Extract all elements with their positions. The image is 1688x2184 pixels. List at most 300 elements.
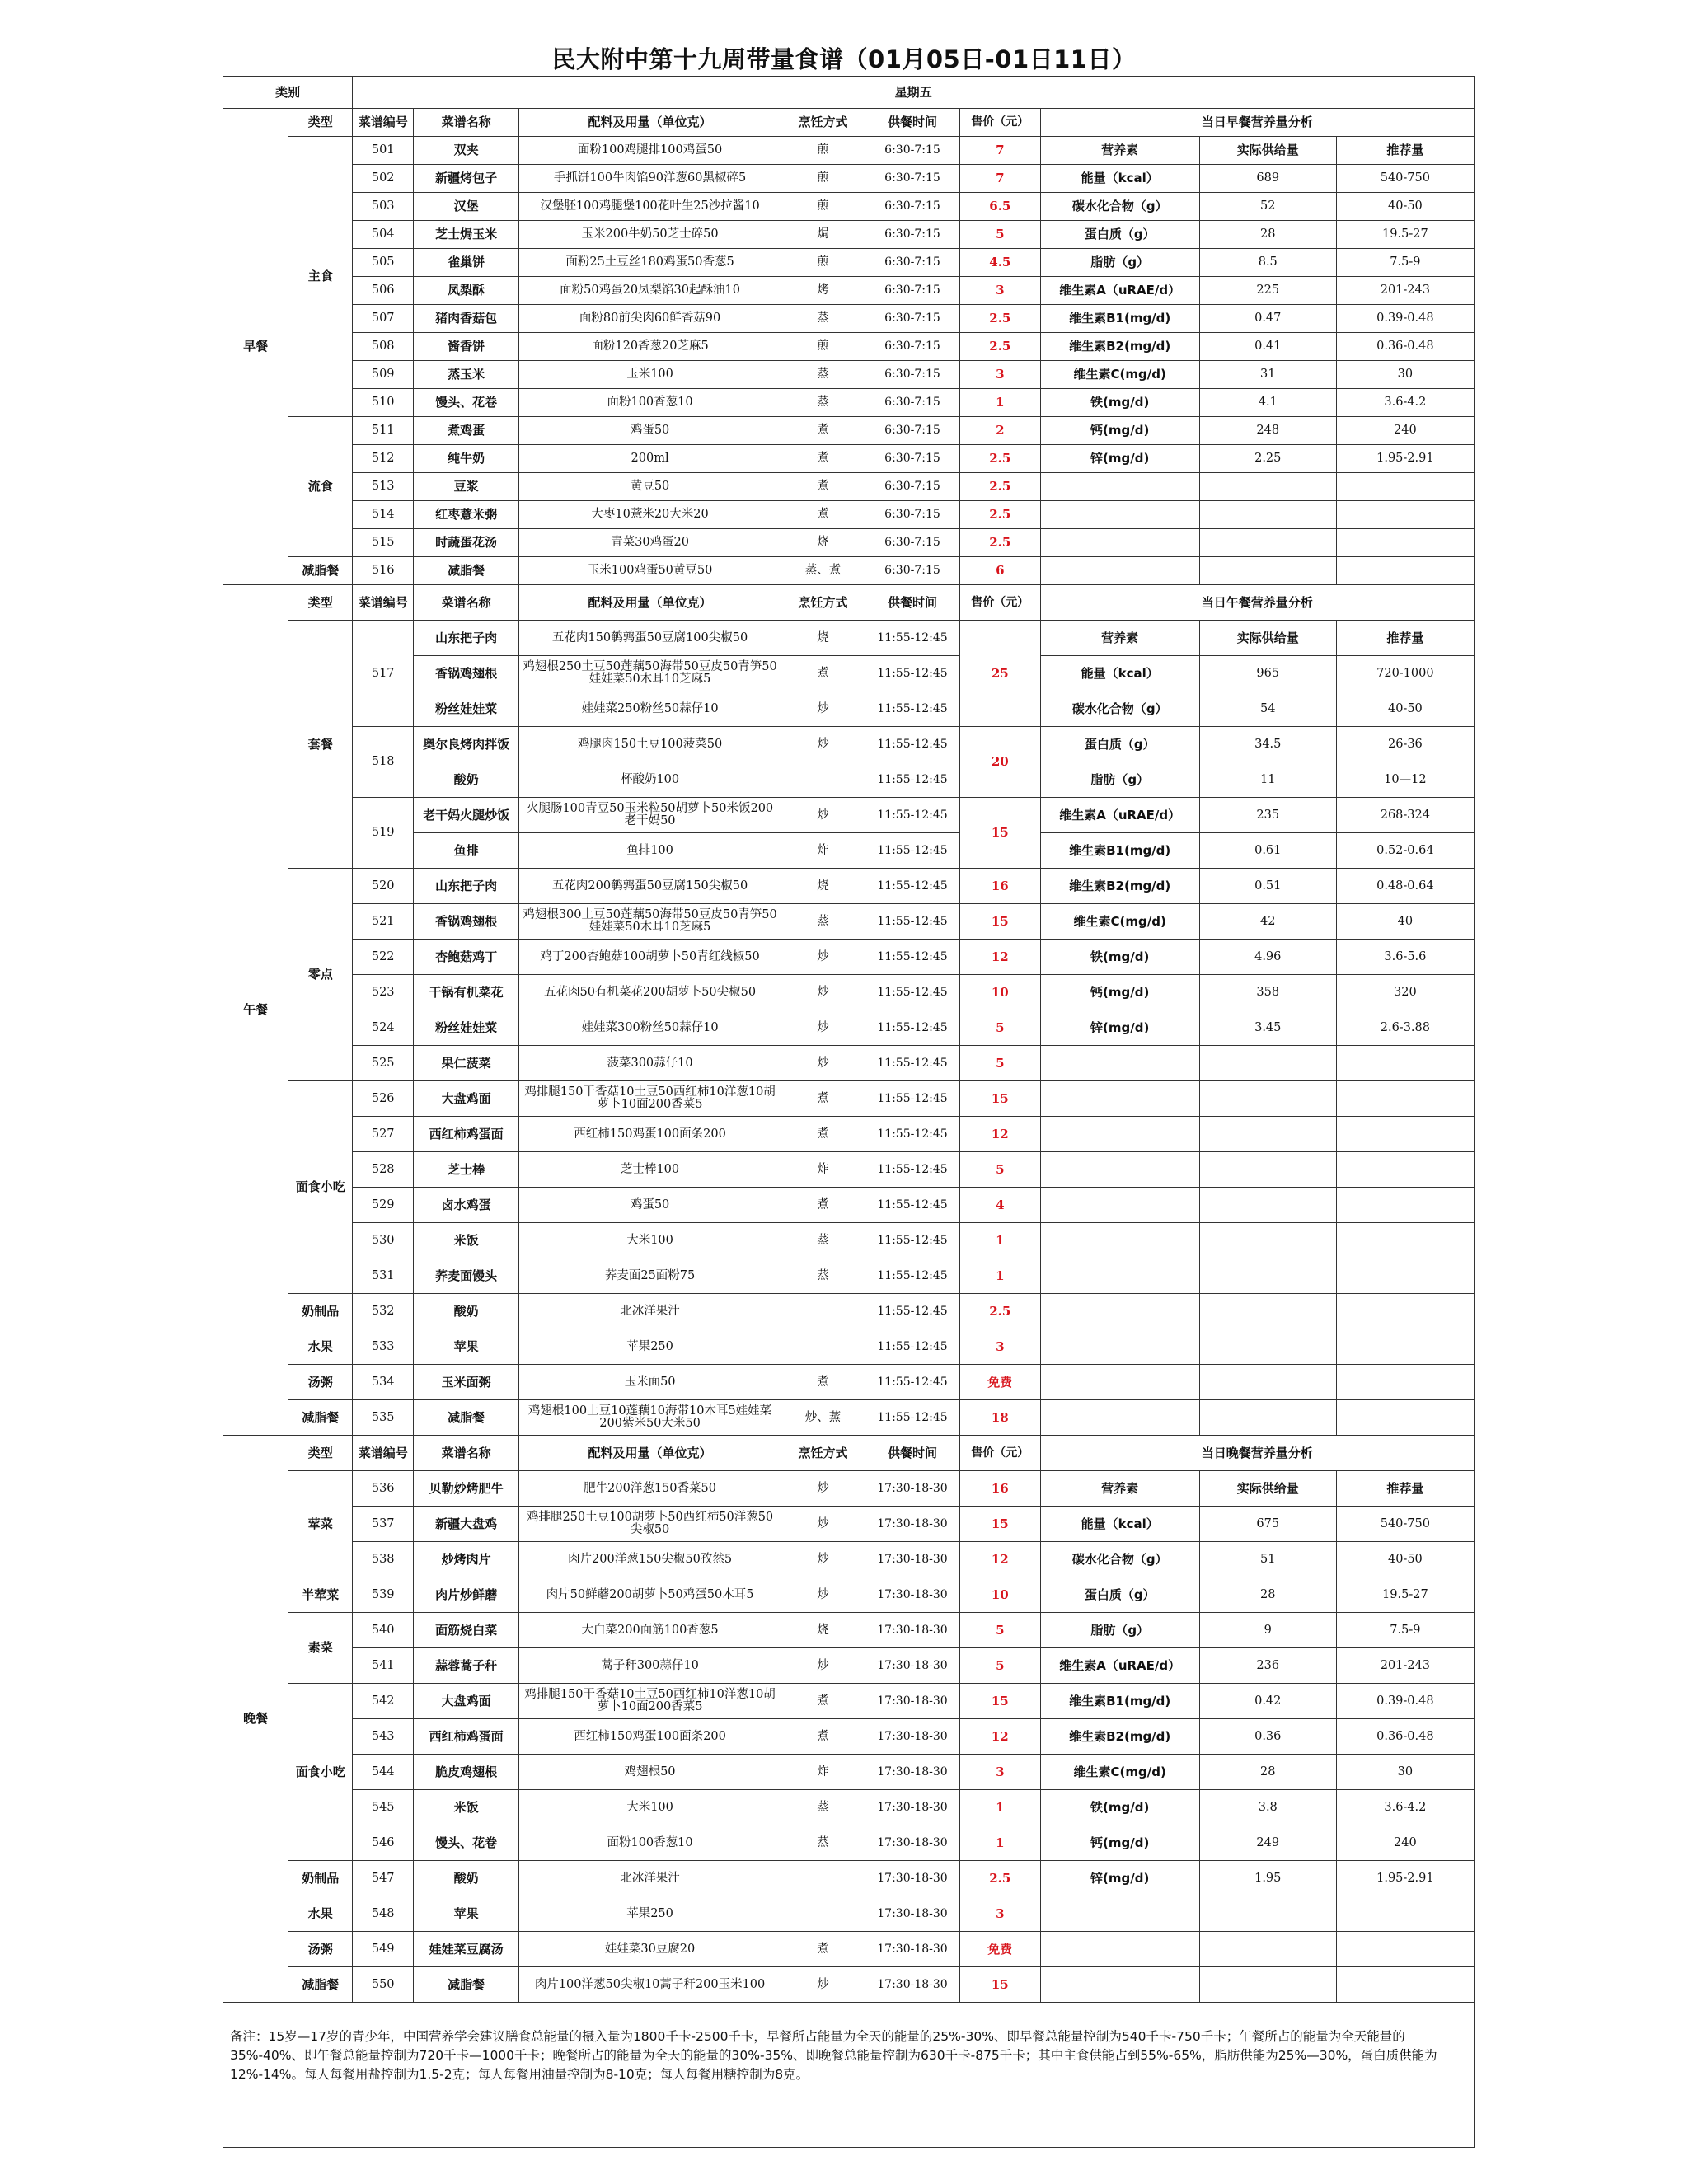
actual-header: 实际供给量 <box>1199 621 1336 656</box>
table-cell <box>1199 501 1336 529</box>
nutrient-recommended: 1.95-2.91 <box>1336 445 1474 473</box>
dish-ingredients: 五花肉150鹌鹑蛋50豆腐100尖椒50 <box>519 621 781 656</box>
nutrient-recommended: 240 <box>1336 417 1474 445</box>
meal-label-breakfast: 早餐 <box>223 109 288 585</box>
dish-price: 5 <box>959 221 1040 249</box>
dish-price: 3 <box>959 277 1040 305</box>
table-cell <box>1336 1294 1474 1329</box>
table-cell <box>1199 1046 1336 1081</box>
col-header-method: 烹饪方式 <box>781 585 865 621</box>
dish-name: 苹果 <box>414 1329 519 1365</box>
dish-time: 6:30-7:15 <box>865 305 959 333</box>
dish-code: 534 <box>353 1365 414 1400</box>
dish-price: 2.5 <box>959 1861 1040 1896</box>
nutrient-name: 脂肪（g） <box>1040 1613 1199 1648</box>
nutrient-name: 维生素B2(mg/d) <box>1040 869 1199 904</box>
dish-name: 西红柿鸡蛋面 <box>414 1117 519 1152</box>
dish-price: 18 <box>959 1400 1040 1436</box>
table-row <box>223 869 1475 904</box>
nutrient-recommended: 0.48-0.64 <box>1336 869 1474 904</box>
recommended-header: 推荐量 <box>1336 1471 1474 1507</box>
dish-price: 2.5 <box>959 473 1040 501</box>
nutrient-name: 碳水化合物（g） <box>1040 193 1199 221</box>
table-row <box>223 2003 1475 2148</box>
group-label: 汤粥 <box>288 1932 353 1967</box>
dish-name: 酸奶 <box>414 1294 519 1329</box>
table-row <box>223 1152 1475 1188</box>
dish-method: 烧 <box>781 869 865 904</box>
dish-ingredients: 汉堡胚100鸡腿堡100花叶生25沙拉酱10 <box>519 193 781 221</box>
dish-method: 炒 <box>781 1010 865 1046</box>
group-label: 零点 <box>288 869 353 1081</box>
table-row <box>223 333 1475 361</box>
dish-name: 减脂餐 <box>414 557 519 585</box>
dish-ingredients: 大米100 <box>519 1223 781 1258</box>
table-row <box>223 1436 1475 1471</box>
nutrient-recommended: 540-750 <box>1336 1507 1474 1542</box>
dish-time: 6:30-7:15 <box>865 277 959 305</box>
dish-price: 20 <box>959 727 1040 798</box>
dish-name: 脆皮鸡翅根 <box>414 1755 519 1790</box>
nutrient-actual: 675 <box>1199 1507 1336 1542</box>
dish-code: 549 <box>353 1932 414 1967</box>
table-cell <box>1199 1117 1336 1152</box>
dish-name: 时蔬蛋花汤 <box>414 529 519 557</box>
dish-method: 蒸 <box>781 1790 865 1825</box>
group-label: 主食 <box>288 137 353 417</box>
dish-method <box>781 1294 865 1329</box>
table-row <box>223 1223 1475 1258</box>
nutrient-actual: 11 <box>1199 762 1336 798</box>
dish-method <box>781 1329 865 1365</box>
dish-ingredients: 芝士棒100 <box>519 1152 781 1188</box>
dish-time: 17:30-18-30 <box>865 1790 959 1825</box>
table-row <box>223 249 1475 277</box>
dish-ingredients: 鸡翅根100土豆10莲藕10海带10木耳5娃娃菜200紫米50大米50 <box>519 1400 781 1436</box>
dish-name: 蒸玉米 <box>414 361 519 389</box>
col-header-time: 供餐时间 <box>865 1436 959 1471</box>
dish-time: 11:55-12:45 <box>865 1294 959 1329</box>
table-row <box>223 277 1475 305</box>
nutrient-name: 铁(mg/d) <box>1040 940 1199 975</box>
dish-time: 17:30-18-30 <box>865 1861 959 1896</box>
dish-code: 545 <box>353 1790 414 1825</box>
table-row <box>223 798 1475 833</box>
recommended-header: 推荐量 <box>1336 621 1474 656</box>
dish-time: 6:30-7:15 <box>865 249 959 277</box>
dish-method: 煮 <box>781 1188 865 1223</box>
dish-time: 6:30-7:15 <box>865 417 959 445</box>
dish-ingredients: 青菜30鸡蛋20 <box>519 529 781 557</box>
dish-price: 3 <box>959 361 1040 389</box>
dish-code: 510 <box>353 389 414 417</box>
table-cell <box>1040 1896 1199 1932</box>
dish-price: 5 <box>959 1613 1040 1648</box>
dish-time: 11:55-12:45 <box>865 1329 959 1365</box>
nutrient-name: 维生素B2(mg/d) <box>1040 333 1199 361</box>
dish-time: 6:30-7:15 <box>865 473 959 501</box>
nutrient-name: 铁(mg/d) <box>1040 389 1199 417</box>
nutrient-actual: 2.25 <box>1199 445 1336 473</box>
table-row <box>223 109 1475 137</box>
dish-price: 16 <box>959 1471 1040 1507</box>
dish-code: 550 <box>353 1967 414 2003</box>
dish-method: 炒 <box>781 1046 865 1081</box>
table-row <box>223 1932 1475 1967</box>
nutrient-recommended: 40-50 <box>1336 1542 1474 1577</box>
nutrient-actual: 54 <box>1199 691 1336 727</box>
dish-method: 烧 <box>781 529 865 557</box>
dish-name: 减脂餐 <box>414 1400 519 1436</box>
group-label: 半荤菜 <box>288 1577 353 1613</box>
dish-name: 粉丝娃娃菜 <box>414 691 519 727</box>
dish-price: 1 <box>959 1825 1040 1861</box>
table-row <box>223 1188 1475 1223</box>
table-cell <box>1040 1329 1199 1365</box>
dish-name: 纯牛奶 <box>414 445 519 473</box>
table-row <box>223 1648 1475 1684</box>
dish-ingredients: 玉米100 <box>519 361 781 389</box>
dish-time: 17:30-18-30 <box>865 1507 959 1542</box>
dish-method <box>781 1896 865 1932</box>
dish-time: 17:30-18-30 <box>865 1896 959 1932</box>
dish-time: 17:30-18-30 <box>865 1932 959 1967</box>
dish-ingredients: 鸡腿肉150土豆100菠菜50 <box>519 727 781 762</box>
table-row <box>223 445 1475 473</box>
dish-price: 4.5 <box>959 249 1040 277</box>
dish-code: 506 <box>353 277 414 305</box>
dish-name: 新疆大盘鸡 <box>414 1507 519 1542</box>
dish-code: 526 <box>353 1081 414 1117</box>
group-label: 奶制品 <box>288 1861 353 1896</box>
dish-code: 527 <box>353 1117 414 1152</box>
dish-ingredients: 玉米100鸡蛋50黄豆50 <box>519 557 781 585</box>
dish-name: 面筋烧白菜 <box>414 1613 519 1648</box>
dish-time: 17:30-18-30 <box>865 1648 959 1684</box>
table-cell <box>1336 557 1474 585</box>
dish-ingredients: 鸡翅根300土豆50莲藕50海带50豆皮50青笋50娃娃菜50木耳10芝麻5 <box>519 904 781 940</box>
dish-ingredients: 玉米面50 <box>519 1365 781 1400</box>
col-header-ingredients: 配料及用量（单位克） <box>519 585 781 621</box>
table-cell <box>1199 1258 1336 1294</box>
nutrient-recommended: 10—12 <box>1336 762 1474 798</box>
dish-price: 15 <box>959 798 1040 869</box>
table-cell <box>1336 1400 1474 1436</box>
col-header-code: 菜谱编号 <box>353 1436 414 1471</box>
dish-time: 11:55-12:45 <box>865 904 959 940</box>
table-row <box>223 975 1475 1010</box>
col-header-time: 供餐时间 <box>865 109 959 137</box>
table-row <box>223 165 1475 193</box>
nutrient-recommended: 268-324 <box>1336 798 1474 833</box>
dish-name: 新疆烤包子 <box>414 165 519 193</box>
dish-code: 520 <box>353 869 414 904</box>
nutrient-actual: 28 <box>1199 1577 1336 1613</box>
nutrient-name: 蛋白质（g） <box>1040 1577 1199 1613</box>
dish-code: 503 <box>353 193 414 221</box>
dish-code: 533 <box>353 1329 414 1365</box>
dish-ingredients: 鸡蛋50 <box>519 1188 781 1223</box>
table-cell <box>1199 557 1336 585</box>
dish-name: 米饭 <box>414 1790 519 1825</box>
dish-name: 肉片炒鲜蘑 <box>414 1577 519 1613</box>
dish-ingredients: 鸡排腿250土豆100胡萝卜50西红柿50洋葱50尖椒50 <box>519 1507 781 1542</box>
dish-price: 15 <box>959 1967 1040 2003</box>
dish-code: 514 <box>353 501 414 529</box>
analysis-title: 当日晚餐营养量分析 <box>1040 1436 1474 1471</box>
dish-price: 12 <box>959 1117 1040 1152</box>
dish-time: 6:30-7:15 <box>865 137 959 165</box>
dish-price: 1 <box>959 1258 1040 1294</box>
dish-time: 6:30-7:15 <box>865 221 959 249</box>
dish-code: 508 <box>353 333 414 361</box>
nutrient-recommended: 7.5-9 <box>1336 249 1474 277</box>
nutrient-recommended: 3.6-4.2 <box>1336 1790 1474 1825</box>
dish-ingredients: 北冰洋果汁 <box>519 1294 781 1329</box>
dish-method: 蒸、煮 <box>781 557 865 585</box>
dish-method: 烤 <box>781 277 865 305</box>
nutrient-name: 维生素C(mg/d) <box>1040 904 1199 940</box>
nutrient-header: 营养素 <box>1040 1471 1199 1507</box>
dish-name: 香锅鸡翅根 <box>414 656 519 691</box>
dish-price: 免费 <box>959 1365 1040 1400</box>
actual-header: 实际供给量 <box>1199 137 1336 165</box>
dish-name: 凤梨酥 <box>414 277 519 305</box>
table-row <box>223 1613 1475 1648</box>
dish-method: 烧 <box>781 1613 865 1648</box>
dish-ingredients: 面粉80前尖肉60鲜香菇90 <box>519 305 781 333</box>
dish-method: 蒸 <box>781 389 865 417</box>
dish-price: 3 <box>959 1896 1040 1932</box>
nutrient-name: 锌(mg/d) <box>1040 445 1199 473</box>
table-cell <box>1199 1329 1336 1365</box>
table-cell <box>1040 1188 1199 1223</box>
nutrient-recommended: 7.5-9 <box>1336 1613 1474 1648</box>
dish-method: 炒 <box>781 1967 865 2003</box>
dish-code: 516 <box>353 557 414 585</box>
nutrient-recommended: 26-36 <box>1336 727 1474 762</box>
dish-code: 541 <box>353 1648 414 1684</box>
table-row <box>223 1790 1475 1825</box>
col-header-method: 烹饪方式 <box>781 109 865 137</box>
dish-method: 炒、蒸 <box>781 1400 865 1436</box>
dish-name: 山东把子肉 <box>414 621 519 656</box>
dish-price: 2.5 <box>959 305 1040 333</box>
table-cell <box>1040 473 1199 501</box>
dish-time: 11:55-12:45 <box>865 762 959 798</box>
nutrient-recommended: 30 <box>1336 1755 1474 1790</box>
dish-method: 炒 <box>781 1542 865 1577</box>
nutrient-actual: 235 <box>1199 798 1336 833</box>
dish-method: 煎 <box>781 193 865 221</box>
dish-time: 6:30-7:15 <box>865 389 959 417</box>
dish-price: 3 <box>959 1329 1040 1365</box>
table-cell <box>1199 1152 1336 1188</box>
dish-name: 煮鸡蛋 <box>414 417 519 445</box>
dish-price: 15 <box>959 1081 1040 1117</box>
nutrient-recommended: 40-50 <box>1336 193 1474 221</box>
nutrient-actual: 0.36 <box>1199 1719 1336 1755</box>
nutrient-name: 能量（kcal） <box>1040 656 1199 691</box>
dish-code: 518 <box>353 727 414 798</box>
table-row <box>223 1577 1475 1613</box>
dish-ingredients: 鸡排腿150干香菇10土豆50西红柿10洋葱10胡萝卜10面200香菜5 <box>519 1081 781 1117</box>
dish-method: 炸 <box>781 833 865 869</box>
dish-price: 16 <box>959 869 1040 904</box>
nutrient-recommended: 40 <box>1336 904 1474 940</box>
nutrient-actual: 249 <box>1199 1825 1336 1861</box>
dish-code: 521 <box>353 904 414 940</box>
dish-time: 6:30-7:15 <box>865 193 959 221</box>
table-cell <box>1040 1258 1199 1294</box>
dish-method: 煮 <box>781 1081 865 1117</box>
dish-method: 煎 <box>781 137 865 165</box>
col-header-price: 售价（元） <box>959 1436 1040 1471</box>
nutrient-actual: 358 <box>1199 975 1336 1010</box>
table-cell <box>1336 1117 1474 1152</box>
dish-ingredients: 大枣10薏米20大米20 <box>519 501 781 529</box>
dish-method: 炒 <box>781 1471 865 1507</box>
dish-method: 蒸 <box>781 1825 865 1861</box>
nutrient-actual: 0.51 <box>1199 869 1336 904</box>
dish-price: 1 <box>959 1790 1040 1825</box>
dish-time: 17:30-18-30 <box>865 1542 959 1577</box>
nutrient-actual: 52 <box>1199 193 1336 221</box>
dish-name: 雀巢饼 <box>414 249 519 277</box>
col-header-name: 菜谱名称 <box>414 1436 519 1471</box>
dish-method: 煎 <box>781 165 865 193</box>
dish-time: 11:55-12:45 <box>865 1188 959 1223</box>
dish-ingredients: 荞麦面25面粉75 <box>519 1258 781 1294</box>
nutrient-actual: 4.1 <box>1199 389 1336 417</box>
dish-time: 11:55-12:45 <box>865 1258 959 1294</box>
nutrient-recommended: 0.36-0.48 <box>1336 1719 1474 1755</box>
nutrient-recommended: 540-750 <box>1336 165 1474 193</box>
dish-code: 517 <box>353 621 414 727</box>
dish-method: 焗 <box>781 221 865 249</box>
dish-time: 11:55-12:45 <box>865 869 959 904</box>
table-row <box>223 1896 1475 1932</box>
table-row <box>223 77 1475 109</box>
dish-code: 530 <box>353 1223 414 1258</box>
dish-price: 3 <box>959 1755 1040 1790</box>
dish-time: 11:55-12:45 <box>865 1046 959 1081</box>
dish-time: 11:55-12:45 <box>865 833 959 869</box>
table-cell <box>1199 1967 1336 2003</box>
dish-price: 5 <box>959 1648 1040 1684</box>
dish-ingredients: 鸡丁200杏鲍菇100胡萝卜50青红线椒50 <box>519 940 781 975</box>
dish-time: 6:30-7:15 <box>865 557 959 585</box>
dish-time: 11:55-12:45 <box>865 1152 959 1188</box>
dish-code: 532 <box>353 1294 414 1329</box>
table-cell <box>1336 1152 1474 1188</box>
nutrient-actual: 0.47 <box>1199 305 1336 333</box>
table-row <box>223 417 1475 445</box>
dish-method: 蒸 <box>781 1223 865 1258</box>
dish-code: 538 <box>353 1542 414 1577</box>
dish-method: 煮 <box>781 473 865 501</box>
dish-price: 15 <box>959 1684 1040 1719</box>
dish-method <box>781 762 865 798</box>
dish-method: 煮 <box>781 501 865 529</box>
nutrient-recommended: 0.36-0.48 <box>1336 333 1474 361</box>
dish-method: 煮 <box>781 1117 865 1152</box>
nutrient-actual: 225 <box>1199 277 1336 305</box>
dish-code: 519 <box>353 798 414 869</box>
table-row <box>223 1861 1475 1896</box>
dish-name: 减脂餐 <box>414 1967 519 2003</box>
dish-price: 免费 <box>959 1932 1040 1967</box>
dish-name: 芝士焗玉米 <box>414 221 519 249</box>
dish-ingredients: 面粉100香葱10 <box>519 1825 781 1861</box>
dish-name: 干锅有机菜花 <box>414 975 519 1010</box>
dish-code: 525 <box>353 1046 414 1081</box>
dish-name: 汉堡 <box>414 193 519 221</box>
table-cell <box>1336 1967 1474 2003</box>
nutrient-actual: 689 <box>1199 165 1336 193</box>
nutrient-actual: 3.8 <box>1199 1790 1336 1825</box>
nutrient-recommended: 3.6-5.6 <box>1336 940 1474 975</box>
col-header-code: 菜谱编号 <box>353 109 414 137</box>
dish-name: 米饭 <box>414 1223 519 1258</box>
dish-ingredients: 杯酸奶100 <box>519 762 781 798</box>
nutrient-actual: 34.5 <box>1199 727 1336 762</box>
table-cell <box>1199 1188 1336 1223</box>
table-row <box>223 1294 1475 1329</box>
nutrient-header: 营养素 <box>1040 621 1199 656</box>
dish-code: 539 <box>353 1577 414 1613</box>
dish-price: 25 <box>959 621 1040 727</box>
dish-time: 17:30-18-30 <box>865 1577 959 1613</box>
table-cell <box>1336 529 1474 557</box>
nutrient-name: 维生素B1(mg/d) <box>1040 833 1199 869</box>
nutrient-recommended: 1.95-2.91 <box>1336 1861 1474 1896</box>
dish-ingredients: 大米100 <box>519 1790 781 1825</box>
table-cell <box>1199 1896 1336 1932</box>
dish-method: 炒 <box>781 1648 865 1684</box>
dish-code: 504 <box>353 221 414 249</box>
dish-method: 炒 <box>781 691 865 727</box>
dish-price: 1 <box>959 1223 1040 1258</box>
dish-price: 5 <box>959 1046 1040 1081</box>
dish-ingredients: 火腿肠100青豆50玉米粒50胡萝卜50米饭200老干妈50 <box>519 798 781 833</box>
table-cell <box>1336 1046 1474 1081</box>
dish-code: 509 <box>353 361 414 389</box>
dish-price: 2 <box>959 417 1040 445</box>
dish-code: 501 <box>353 137 414 165</box>
dish-price: 5 <box>959 1152 1040 1188</box>
table-cell <box>1199 1400 1336 1436</box>
nutrient-actual: 236 <box>1199 1648 1336 1684</box>
dish-method: 炒 <box>781 727 865 762</box>
nutrient-name: 维生素A（uRAE/d） <box>1040 277 1199 305</box>
dish-name: 西红柿鸡蛋面 <box>414 1719 519 1755</box>
dish-name: 鱼排 <box>414 833 519 869</box>
dish-name: 酱香饼 <box>414 333 519 361</box>
group-label: 荤菜 <box>288 1471 353 1577</box>
table-cell <box>1336 1932 1474 1967</box>
nutrient-name: 维生素A（uRAE/d） <box>1040 798 1199 833</box>
dish-name: 果仁菠菜 <box>414 1046 519 1081</box>
dish-name: 蒜蓉蒿子秆 <box>414 1648 519 1684</box>
table-cell <box>1040 1117 1199 1152</box>
dish-name: 苹果 <box>414 1896 519 1932</box>
dish-name: 红枣薏米粥 <box>414 501 519 529</box>
nutrient-name: 维生素C(mg/d) <box>1040 1755 1199 1790</box>
table-cell <box>1336 1081 1474 1117</box>
dish-ingredients: 五花肉50有机菜花200胡萝卜50尖椒50 <box>519 975 781 1010</box>
nutrient-actual: 31 <box>1199 361 1336 389</box>
